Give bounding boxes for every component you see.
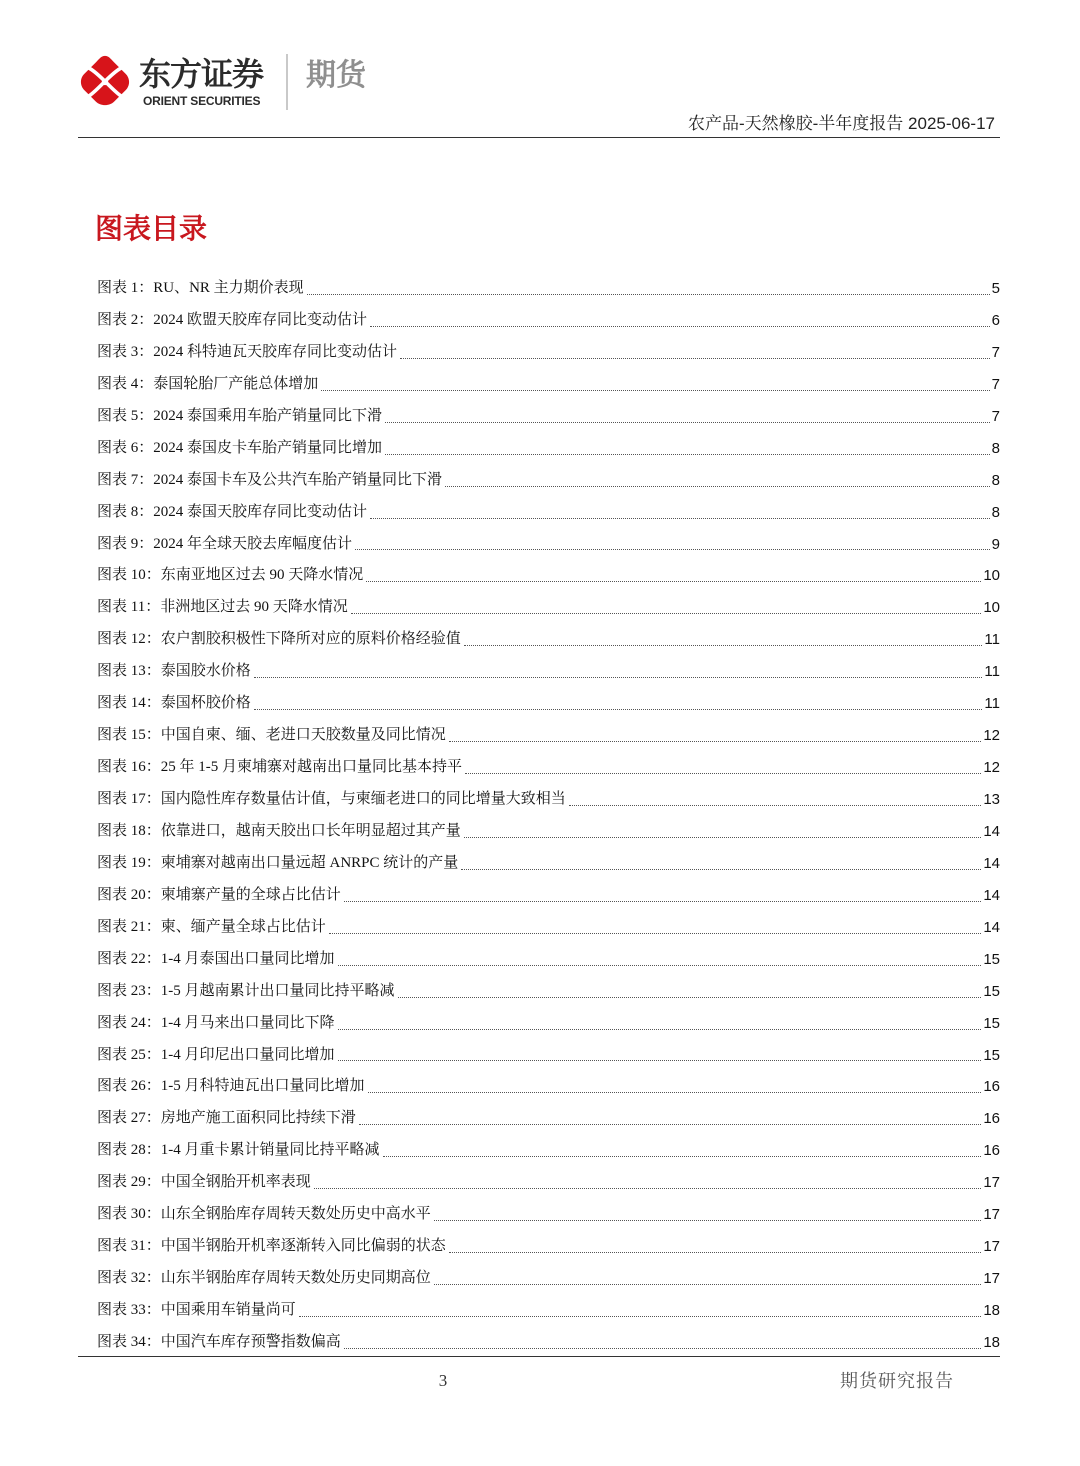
toc-entry-page: 7 (991, 407, 1000, 425)
toc-dot-leader (449, 740, 982, 742)
toc-entry-page: 8 (991, 503, 1000, 521)
toc-dot-leader (338, 964, 982, 966)
toc-entry-page: 14 (983, 822, 1000, 840)
toc-entry-label: 图表 20：柬埔寨产量的全球占比估计 (97, 886, 341, 903)
toc-entry-page: 18 (983, 1302, 1000, 1319)
toc-dot-leader (370, 325, 990, 327)
toc-entry-page: 7 (991, 343, 1000, 361)
toc-dot-leader (398, 996, 982, 998)
toc-entry-label: 图表 12：农户割胶积极性下降所对应的原料价格经验值 (97, 631, 461, 648)
toc-entry-page: 12 (983, 727, 1000, 745)
toc-entry-label: 图表 24：1-4 月马来出口量同比下降 (97, 1014, 335, 1031)
toc-entry-label: 图表 15：中国自柬、缅、老进口天胶数量及同比情况 (97, 727, 446, 744)
toc-dot-leader (359, 1123, 982, 1125)
toc-entry-label: 图表 6：2024 泰国皮卡车胎产销量同比增加 (97, 439, 383, 456)
toc-entry[interactable] (97, 433, 1000, 465)
toc-dot-leader (461, 868, 981, 870)
toc-entry[interactable] (97, 816, 1000, 848)
footer-report-type: 期货研究报告 (840, 1371, 954, 1391)
toc-entry[interactable] (97, 1103, 1000, 1135)
report-meta: 农产品-天然橡胶-半年度报告 2025-06-17 (687, 114, 995, 133)
toc-entry[interactable] (97, 401, 1000, 433)
toc-entry-label: 图表 26：1-5 月科特迪瓦出口量同比增加 (97, 1078, 365, 1095)
toc-dot-leader (434, 1219, 982, 1221)
toc-dot-leader (445, 485, 990, 487)
header-rule (78, 137, 1000, 138)
toc-dot-leader (464, 644, 983, 646)
toc-entry-label: 图表 21：柬、缅产量全球占比估计 (97, 918, 326, 935)
toc-entry-page: 15 (983, 950, 1000, 968)
toc-entry[interactable] (97, 1167, 1000, 1199)
footer-page-number: 3 (438, 1371, 448, 1390)
toc-entry[interactable] (97, 273, 1000, 305)
toc-entry[interactable] (97, 1327, 1000, 1359)
toc-entry-label: 图表 22：1-4 月泰国出口量同比增加 (97, 950, 335, 967)
toc-dot-leader (344, 1347, 982, 1349)
toc-entry[interactable] (97, 1135, 1000, 1167)
footer-rule (78, 1356, 1000, 1357)
toc-entry[interactable] (97, 1008, 1000, 1040)
toc-entry-page: 10 (983, 599, 1000, 617)
toc-entry-page: 17 (983, 1238, 1000, 1256)
toc-entry-page: 7 (991, 375, 1000, 393)
toc-dot-leader (385, 421, 990, 423)
toc-dot-leader (370, 517, 990, 519)
toc-entry-label: 图表 17：国内隐性库存数量估计值，与柬缅老进口的同比增量大致相当 (97, 791, 566, 807)
toc-entry-label: 图表 2：2024 欧盟天胶库存同比变动估计 (97, 311, 368, 328)
toc-dot-leader (464, 836, 982, 838)
toc-entry-label: 图表 1：RU、NR 主力期价表现 (97, 280, 304, 296)
toc-dot-leader (355, 548, 990, 550)
toc-dot-leader (385, 453, 990, 455)
toc-entry[interactable] (97, 1040, 1000, 1072)
toc-entry-label: 图表 29：中国全钢胎开机率表现 (97, 1174, 311, 1191)
toc-entry[interactable] (97, 465, 1000, 497)
toc-entry-page: 13 (983, 791, 1000, 808)
toc-entry-page: 11 (984, 663, 1000, 681)
toc-entry-label: 图表 4：泰国轮胎厂产能总体增加 (97, 375, 319, 392)
toc-dot-leader (338, 1028, 982, 1030)
toc-entry-label: 图表 19：柬埔寨对越南出口量远超 ANRPC 统计的产量 (97, 854, 459, 871)
toc-entry-label: 图表 16：25 年 1-5 月柬埔寨对越南出口量同比基本持平 (97, 759, 462, 776)
toc-entry[interactable] (97, 1295, 1000, 1327)
toc-entry-page: 12 (983, 759, 1000, 777)
toc-dot-leader (449, 1251, 982, 1253)
toc-entry-label: 图表 32：山东半钢胎库存周转天数处历史同期高位 (97, 1270, 431, 1287)
toc-entry[interactable] (97, 848, 1000, 880)
toc-dot-leader (338, 1059, 982, 1061)
toc-entry-label: 图表 25：1-4 月印尼出口量同比增加 (97, 1046, 335, 1063)
toc-entry[interactable] (97, 529, 1000, 561)
toc-entry-label: 图表 30：山东全钢胎库存周转天数处历史中高水平 (97, 1206, 431, 1223)
toc-entry-page: 15 (983, 1046, 1000, 1064)
toc-entry-label: 图表 7：2024 泰国卡车及公共汽车胎产销量同比下滑 (97, 471, 443, 488)
toc-entry-label: 图表 10：东南亚地区过去 90 天降水情况 (97, 567, 364, 584)
toc-entry[interactable] (97, 1263, 1000, 1295)
toc-entry-page: 16 (983, 1078, 1000, 1096)
toc-entry-page: 17 (983, 1206, 1000, 1224)
toc-entry-label: 图表 27：房地产施工面积同比持续下滑 (97, 1110, 356, 1127)
toc-entry[interactable] (97, 720, 1000, 752)
division-label: 期货 (306, 59, 366, 92)
toc-dot-leader (366, 580, 981, 582)
toc-entry-label: 图表 31：中国半钢胎开机率逐渐转入同比偏弱的状态 (97, 1238, 446, 1255)
toc-entry-page: 17 (983, 1174, 1000, 1192)
toc-entry-label: 图表 14：泰国杯胶价格 (97, 695, 251, 712)
toc-entry-label: 图表 3：2024 科特迪瓦天胶库存同比变动估计 (97, 343, 398, 360)
toc-entry-page: 11 (984, 695, 1000, 713)
toc-dot-leader (299, 1315, 982, 1317)
toc-entry[interactable] (97, 1199, 1000, 1231)
toc-entry-page: 17 (983, 1270, 1000, 1288)
toc-entry-label: 图表 34：中国汽车库存预警指数偏高 (97, 1333, 341, 1350)
toc-entry-page: 11 (984, 631, 1000, 649)
toc-entry-page: 14 (983, 886, 1000, 904)
toc-entry-label: 图表 5：2024 泰国乘用车胎产销量同比下滑 (97, 407, 383, 424)
toc-entry-page: 18 (983, 1333, 1000, 1351)
toc-dot-leader (254, 676, 983, 678)
header-divider (286, 54, 288, 110)
brand-name-english: ORIENT SECURITIES (143, 94, 261, 108)
figure-toc-list (97, 273, 1000, 1359)
toc-entry[interactable] (97, 688, 1000, 720)
toc-entry[interactable] (97, 784, 1000, 816)
toc-entry-label: 图表 33：中国乘用车销量尚可 (97, 1302, 296, 1318)
toc-entry[interactable] (97, 369, 1000, 401)
toc-dot-leader (351, 612, 982, 614)
toc-entry-page: 10 (983, 567, 1000, 585)
toc-entry-page: 16 (983, 1110, 1000, 1128)
toc-dot-leader (368, 1091, 982, 1093)
toc-dot-leader (307, 293, 990, 295)
toc-entry-label: 图表 18：依靠进口，越南天胶出口长年明显超过其产量 (97, 822, 461, 839)
toc-entry[interactable] (97, 337, 1000, 369)
toc-entry[interactable] (97, 1071, 1000, 1103)
toc-dot-leader (434, 1283, 982, 1285)
toc-dot-leader (569, 804, 982, 806)
toc-entry[interactable] (97, 656, 1000, 688)
toc-entry-page: 16 (983, 1142, 1000, 1160)
toc-entry-page: 14 (983, 918, 1000, 936)
toc-entry[interactable] (97, 592, 1000, 624)
toc-entry[interactable] (97, 497, 1000, 529)
toc-entry[interactable] (97, 1231, 1000, 1263)
toc-entry-label: 图表 9：2024 年全球天胶去库幅度估计 (97, 535, 353, 552)
toc-entry-page: 15 (983, 982, 1000, 1000)
toc-entry[interactable] (97, 912, 1000, 944)
toc-dot-leader (400, 357, 990, 359)
brand-name-chinese: 东方证券 (139, 56, 264, 92)
toc-entry[interactable] (97, 305, 1000, 337)
toc-entry-page: 8 (991, 471, 1000, 489)
toc-dot-leader (329, 932, 982, 934)
toc-entry-page: 6 (991, 311, 1000, 329)
toc-entry-label: 图表 11：非洲地区过去 90 天降水情况 (97, 599, 348, 616)
toc-dot-leader (321, 389, 989, 391)
toc-dot-leader (383, 1155, 982, 1157)
toc-entry[interactable] (97, 560, 1000, 592)
toc-entry[interactable] (97, 944, 1000, 976)
toc-entry-label: 图表 13：泰国胶水价格 (97, 663, 251, 680)
toc-entry-label: 图表 28：1-4 月重卡累计销量同比持平略减 (97, 1142, 380, 1159)
toc-dot-leader (254, 708, 983, 710)
toc-entry-page: 15 (983, 1014, 1000, 1032)
toc-entry-page: 8 (991, 439, 1000, 457)
toc-entry-label: 图表 8：2024 泰国天胶库存同比变动估计 (97, 503, 368, 520)
page-title: 图表目录 (95, 214, 208, 245)
toc-entry-page: 9 (991, 535, 1000, 553)
toc-entry-label: 图表 23：1-5 月越南累计出口量同比持平略减 (97, 982, 395, 999)
toc-dot-leader (465, 772, 981, 774)
toc-entry-page: 5 (991, 280, 1000, 297)
toc-entry[interactable] (97, 752, 1000, 784)
toc-entry[interactable] (97, 976, 1000, 1008)
toc-entry[interactable] (97, 880, 1000, 912)
toc-dot-leader (314, 1187, 982, 1189)
toc-entry-page: 14 (983, 854, 1000, 872)
toc-entry[interactable] (97, 624, 1000, 656)
toc-dot-leader (344, 900, 982, 902)
orient-securities-logo-icon (78, 54, 132, 110)
